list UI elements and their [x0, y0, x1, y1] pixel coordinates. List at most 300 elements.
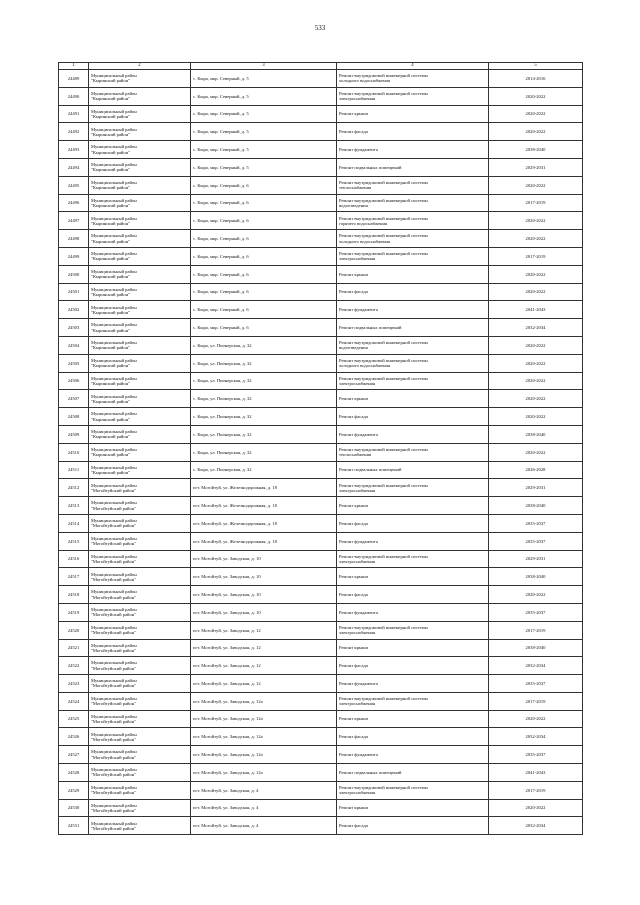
- municipality-name: "Кыринский район": [91, 327, 130, 333]
- period-cell: 2020-2022: [489, 265, 583, 283]
- row-number: 24495: [59, 176, 89, 194]
- period-cell: 2035-2037: [489, 746, 583, 764]
- period-cell: 2017-2019: [489, 692, 583, 710]
- address-cell: пгт. Могойтуй, ул. Заводская, д. 12а: [191, 728, 337, 746]
- address-cell: с. Кыра, мкр. Северный, д. 6: [191, 319, 337, 337]
- table-body: [59, 70, 583, 835]
- municipality-cell: [89, 105, 191, 123]
- header-col-1: 1: [59, 63, 89, 70]
- work-type-cell: [337, 176, 489, 194]
- address-cell: пгт. Могойтуй, ул. Железнодорожная, д. 18: [191, 514, 337, 532]
- work-type-line-1: Ремонт фундамента: [339, 538, 378, 544]
- period-cell: 2020-2022: [489, 443, 583, 461]
- work-type-cell: [337, 817, 489, 835]
- table-row: [59, 319, 583, 337]
- municipality-name: "Могойтуйский район": [91, 594, 137, 600]
- municipality-type: Муниципальный район: [91, 322, 137, 328]
- work-type-cell: [337, 230, 489, 248]
- municipality-cell: [89, 764, 191, 782]
- work-type-line-2: горячего водоснабжения: [339, 220, 388, 226]
- work-type-line-1: Ремонт фасада: [339, 663, 368, 669]
- municipality-cell: [89, 621, 191, 639]
- address-cell: с. Кыра, ул. Пионерская, д. 32: [191, 461, 337, 479]
- row-number: 24526: [59, 728, 89, 746]
- table-row: [59, 568, 583, 586]
- municipality-type: Муниципальный район: [91, 642, 137, 648]
- period-cell: 2038-2040: [489, 141, 583, 159]
- municipality-name: "Кыринский район": [91, 238, 130, 244]
- work-type-line-1: Ремонт фасада: [339, 734, 368, 740]
- municipality-type: Муниципальный район: [91, 357, 137, 363]
- address-cell: пгт. Могойтуй, ул. Заводская, д. 4: [191, 781, 337, 799]
- period-cell: 2020-2022: [489, 212, 583, 230]
- period-cell: 2020-2022: [489, 799, 583, 817]
- municipality-type: Муниципальный район: [91, 802, 137, 808]
- row-number: 24492: [59, 123, 89, 141]
- work-type-line-1: Ремонт фундамента: [339, 609, 378, 615]
- work-type-line-1: Ремонт внутридомовой инженерной системы: [339, 482, 428, 488]
- municipality-type: Муниципальный район: [91, 464, 137, 470]
- municipality-name: "Могойтуйский район": [91, 719, 137, 725]
- row-number: 24531: [59, 817, 89, 835]
- row-number: 24510: [59, 443, 89, 461]
- municipality-type: Муниципальный район: [91, 375, 137, 381]
- municipality-name: "Кыринский район": [91, 434, 130, 440]
- table-row: [59, 247, 583, 265]
- row-number: 24522: [59, 657, 89, 675]
- municipality-cell: [89, 603, 191, 621]
- table-row: [59, 212, 583, 230]
- municipality-type: Муниципальный район: [91, 660, 137, 666]
- table-row: [59, 141, 583, 159]
- work-type-line-2: холодного водоснабжения: [339, 238, 391, 244]
- address-cell: с. Кыра, мкр. Северный, д. 6: [191, 176, 337, 194]
- municipality-cell: [89, 354, 191, 372]
- work-type-cell: [337, 621, 489, 639]
- work-type-line-1: Ремонт фасада: [339, 289, 368, 295]
- work-type-cell: [337, 532, 489, 550]
- municipality-type: Муниципальный район: [91, 215, 137, 221]
- municipality-name: "Кыринский район": [91, 185, 130, 191]
- table-row: [59, 70, 583, 88]
- municipality-cell: [89, 710, 191, 728]
- municipality-cell: [89, 479, 191, 497]
- work-type-line-1: Ремонт крыши: [339, 716, 368, 722]
- work-type-line-1: Ремонт фасада: [339, 129, 368, 135]
- work-type-line-2: холодного водоснабжения: [339, 363, 391, 369]
- period-cell: 2020-2022: [489, 336, 583, 354]
- work-type-line-1: Ремонт крыши: [339, 805, 368, 811]
- municipality-name: "Могойтуйский район": [91, 558, 137, 564]
- work-type-line-1: Ремонт фундамента: [339, 431, 378, 437]
- municipality-cell: [89, 336, 191, 354]
- address-cell: пгт. Могойтуй, ул. Заводская, д. 4: [191, 817, 337, 835]
- row-number: 24509: [59, 425, 89, 443]
- table-row: [59, 603, 583, 621]
- period-cell: 2032-2034: [489, 657, 583, 675]
- address-cell: пгт. Могойтуй, ул. Заводская, д. 4: [191, 799, 337, 817]
- table-row: [59, 639, 583, 657]
- work-type-cell: [337, 158, 489, 176]
- address-cell: с. Кыра, ул. Пионерская, д. 32: [191, 372, 337, 390]
- work-type-line-2: электроснабжения: [339, 630, 376, 636]
- table-row: [59, 336, 583, 354]
- work-type-cell: [337, 603, 489, 621]
- table-row: [59, 532, 583, 550]
- row-number: 24506: [59, 372, 89, 390]
- address-cell: с. Кыра, мкр. Северный, д. 6: [191, 301, 337, 319]
- work-type-line-1: Ремонт внутридомовой инженерной системы: [339, 375, 428, 381]
- address-cell: пгт. Могойтуй, ул. Заводская, д. 10: [191, 586, 337, 604]
- table-header: [59, 63, 583, 70]
- municipality-name: "Кыринский район": [91, 202, 130, 208]
- row-number: 24493: [59, 141, 89, 159]
- municipality-cell: [89, 568, 191, 586]
- municipality-name: "Кыринский район": [91, 256, 130, 262]
- municipality-type: Муниципальный район: [91, 607, 137, 613]
- municipality-name: "Могойтуйский район": [91, 772, 137, 778]
- work-type-cell: [337, 105, 489, 123]
- period-cell: 2032-2034: [489, 319, 583, 337]
- work-type-cell: [337, 461, 489, 479]
- period-cell: 2032-2034: [489, 728, 583, 746]
- header-col-5: 5: [489, 63, 583, 70]
- municipality-name: "Могойтуйский район": [91, 790, 137, 796]
- municipality-cell: [89, 497, 191, 515]
- municipality-type: Муниципальный район: [91, 268, 137, 274]
- municipality-type: Муниципальный район: [91, 624, 137, 630]
- municipality-name: "Могойтуйский район": [91, 647, 137, 653]
- municipality-type: Муниципальный район: [91, 518, 137, 524]
- municipality-type: Муниципальный район: [91, 233, 137, 239]
- municipality-type: Муниципальный район: [91, 179, 137, 185]
- municipality-name: "Кыринский район": [91, 149, 130, 155]
- row-number: 24496: [59, 194, 89, 212]
- table-row: [59, 425, 583, 443]
- work-type-line-1: Ремонт подвальных помещений: [339, 467, 402, 473]
- municipality-cell: [89, 586, 191, 604]
- municipality-cell: [89, 728, 191, 746]
- table-row: [59, 514, 583, 532]
- table-row: [59, 265, 583, 283]
- municipality-cell: [89, 461, 191, 479]
- work-type-line-1: Ремонт фундамента: [339, 752, 378, 758]
- work-type-line-2: электроснабжения: [339, 558, 376, 564]
- row-number: 24520: [59, 621, 89, 639]
- municipality-name: "Кыринский район": [91, 345, 130, 351]
- period-cell: 2020-2022: [489, 230, 583, 248]
- work-type-line-1: Ремонт внутридомовой инженерной системы: [339, 90, 428, 96]
- work-type-cell: [337, 123, 489, 141]
- period-cell: 2026-2028: [489, 461, 583, 479]
- table-row: [59, 408, 583, 426]
- work-type-line-1: Ремонт подвальных помещений: [339, 769, 402, 775]
- work-type-cell: [337, 710, 489, 728]
- municipality-name: "Могойтуйский район": [91, 541, 137, 547]
- municipality-name: "Кыринский район": [91, 469, 130, 475]
- municipality-type: Муниципальный район: [91, 197, 137, 203]
- table-row: [59, 764, 583, 782]
- municipality-cell: [89, 230, 191, 248]
- period-cell: 2020-2022: [489, 372, 583, 390]
- table-row: [59, 799, 583, 817]
- municipality-type: Муниципальный район: [91, 286, 137, 292]
- municipality-type: Муниципальный район: [91, 108, 137, 114]
- work-type-cell: [337, 550, 489, 568]
- municipality-cell: [89, 212, 191, 230]
- period-cell: 2017-2019: [489, 194, 583, 212]
- table-row: [59, 390, 583, 408]
- table-row: [59, 158, 583, 176]
- address-cell: пгт. Могойтуй, ул. Заводская, д. 10: [191, 568, 337, 586]
- address-cell: пгт. Могойтуй, ул. Заводская, д. 12а: [191, 746, 337, 764]
- municipality-name: "Кыринский район": [91, 96, 130, 102]
- municipality-type: Муниципальный район: [91, 571, 137, 577]
- address-cell: пгт. Могойтуй, ул. Заводская, д. 12а: [191, 764, 337, 782]
- municipality-cell: [89, 532, 191, 550]
- work-type-line-1: Ремонт крыши: [339, 645, 368, 651]
- municipality-name: "Кыринский район": [91, 131, 130, 137]
- work-type-cell: [337, 479, 489, 497]
- work-type-cell: [337, 799, 489, 817]
- municipality-type: Муниципальный район: [91, 393, 137, 399]
- table-row: [59, 301, 583, 319]
- table-row: [59, 692, 583, 710]
- work-type-cell: [337, 639, 489, 657]
- work-type-cell: [337, 497, 489, 515]
- municipality-name: "Кыринский район": [91, 167, 130, 173]
- row-number: 24528: [59, 764, 89, 782]
- work-type-cell: [337, 781, 489, 799]
- address-cell: пгт. Могойтуй, ул. Заводская, д. 12а: [191, 692, 337, 710]
- row-number: 24521: [59, 639, 89, 657]
- municipality-cell: [89, 781, 191, 799]
- table-row: [59, 461, 583, 479]
- table-row: [59, 781, 583, 799]
- table-row: [59, 105, 583, 123]
- table-row: [59, 123, 583, 141]
- work-type-cell: [337, 301, 489, 319]
- work-type-line-1: Ремонт фасада: [339, 823, 368, 829]
- row-number: 24524: [59, 692, 89, 710]
- period-cell: 2041-2043: [489, 301, 583, 319]
- period-cell: 2020-2022: [489, 408, 583, 426]
- municipality-cell: [89, 372, 191, 390]
- municipality-name: "Кыринский район": [91, 113, 130, 119]
- address-cell: с. Кыра, ул. Пионерская, д. 32: [191, 354, 337, 372]
- municipality-type: Муниципальный район: [91, 535, 137, 541]
- work-type-cell: [337, 354, 489, 372]
- work-type-cell: [337, 194, 489, 212]
- row-number: 24500: [59, 265, 89, 283]
- work-type-cell: [337, 212, 489, 230]
- row-number: 24489: [59, 70, 89, 88]
- work-type-line-1: Ремонт внутридомовой инженерной системы: [339, 340, 428, 346]
- work-type-cell: [337, 141, 489, 159]
- table-row: [59, 497, 583, 515]
- work-type-cell: [337, 568, 489, 586]
- municipality-type: Муниципальный район: [91, 90, 137, 96]
- municipality-cell: [89, 639, 191, 657]
- work-type-line-1: Ремонт фундамента: [339, 307, 378, 313]
- table-row: [59, 817, 583, 835]
- municipality-cell: [89, 514, 191, 532]
- address-cell: пгт. Могойтуй, ул. Заводская, д. 12а: [191, 710, 337, 728]
- address-cell: с. Кыра, мкр. Северный, д. 5: [191, 70, 337, 88]
- work-type-cell: [337, 746, 489, 764]
- period-cell: 2035-2037: [489, 514, 583, 532]
- work-type-line-1: Ремонт фасада: [339, 413, 368, 419]
- work-type-line-1: Ремонт внутридомовой инженерной системы: [339, 73, 428, 79]
- address-cell: с. Кыра, мкр. Северный, д. 6: [191, 247, 337, 265]
- period-cell: 2035-2037: [489, 532, 583, 550]
- work-type-line-1: Ремонт внутридомовой инженерной системы: [339, 233, 428, 239]
- work-type-line-1: Ремонт крыши: [339, 502, 368, 508]
- address-cell: с. Кыра, мкр. Северный, д. 6: [191, 283, 337, 301]
- address-cell: с. Кыра, мкр. Северный, д. 6: [191, 230, 337, 248]
- period-cell: 2038-2040: [489, 568, 583, 586]
- table-row: [59, 354, 583, 372]
- municipality-name: "Кыринский район": [91, 452, 130, 458]
- municipality-type: Муниципальный район: [91, 749, 137, 755]
- period-cell: 2020-2022: [489, 123, 583, 141]
- address-cell: с. Кыра, мкр. Северный, д. 5: [191, 123, 337, 141]
- municipality-cell: [89, 283, 191, 301]
- work-type-line-1: Ремонт внутридомовой инженерной системы: [339, 785, 428, 791]
- municipality-name: "Кыринский район": [91, 363, 130, 369]
- municipality-name: "Кыринский район": [91, 78, 130, 84]
- period-cell: 2020-2022: [489, 105, 583, 123]
- header-col-2: 2: [89, 63, 191, 70]
- work-type-line-2: электроснабжения: [339, 790, 376, 796]
- work-type-line-2: электроснабжения: [339, 487, 376, 493]
- work-type-cell: [337, 443, 489, 461]
- row-number: 24515: [59, 532, 89, 550]
- work-type-cell: [337, 319, 489, 337]
- row-number: 24494: [59, 158, 89, 176]
- municipality-cell: [89, 408, 191, 426]
- address-cell: с. Кыра, мкр. Северный, д. 6: [191, 212, 337, 230]
- municipality-cell: [89, 158, 191, 176]
- municipality-name: "Кыринский район": [91, 416, 130, 422]
- municipality-name: "Могойтуйский район": [91, 701, 137, 707]
- period-cell: 2020-2022: [489, 710, 583, 728]
- work-type-cell: [337, 87, 489, 105]
- work-type-line-1: Ремонт фундамента: [339, 680, 378, 686]
- work-type-cell: [337, 390, 489, 408]
- address-cell: с. Кыра, мкр. Северный, д. 6: [191, 194, 337, 212]
- work-type-line-1: Ремонт внутридомовой инженерной системы: [339, 197, 428, 203]
- row-number: 24498: [59, 230, 89, 248]
- municipality-type: Муниципальный район: [91, 820, 137, 826]
- work-type-line-2: электроснабжения: [339, 256, 376, 262]
- municipality-type: Муниципальный район: [91, 162, 137, 168]
- table-row: [59, 230, 583, 248]
- work-type-line-1: Ремонт внутридомовой инженерной системы: [339, 696, 428, 702]
- municipality-cell: [89, 176, 191, 194]
- header-col-3: 3: [191, 63, 337, 70]
- municipality-cell: [89, 265, 191, 283]
- municipality-type: Муниципальный район: [91, 482, 137, 488]
- period-cell: 2017-2019: [489, 621, 583, 639]
- work-type-line-2: теплоснабжения: [339, 185, 372, 191]
- row-number: 24529: [59, 781, 89, 799]
- period-cell: 2035-2037: [489, 675, 583, 693]
- municipality-cell: [89, 123, 191, 141]
- address-cell: с. Кыра, мкр. Северный, д. 5: [191, 158, 337, 176]
- period-cell: 2038-2040: [489, 639, 583, 657]
- work-type-cell: [337, 283, 489, 301]
- row-number: 24501: [59, 283, 89, 301]
- table-row: [59, 621, 583, 639]
- municipality-type: Муниципальный район: [91, 251, 137, 257]
- address-cell: с. Кыра, ул. Пионерская, д. 32: [191, 336, 337, 354]
- municipality-type: Муниципальный район: [91, 304, 137, 310]
- municipality-cell: [89, 657, 191, 675]
- municipality-cell: [89, 550, 191, 568]
- address-cell: с. Кыра, ул. Пионерская, д. 32: [191, 390, 337, 408]
- period-cell: 2020-2022: [489, 354, 583, 372]
- table-row: [59, 728, 583, 746]
- table-row: [59, 746, 583, 764]
- work-type-cell: [337, 586, 489, 604]
- work-type-cell: [337, 70, 489, 88]
- address-cell: пгт. Могойтуй, ул. Заводская, д. 12: [191, 657, 337, 675]
- work-type-line-2: водоотведения: [339, 202, 368, 208]
- row-number: 24512: [59, 479, 89, 497]
- work-type-line-2: электроснабжения: [339, 96, 376, 102]
- table-row: [59, 283, 583, 301]
- period-cell: 2020-2022: [489, 390, 583, 408]
- row-number: 24491: [59, 105, 89, 123]
- municipality-name: "Могойтуйский район": [91, 754, 137, 760]
- municipality-name: "Кыринский район": [91, 380, 130, 386]
- work-type-cell: [337, 247, 489, 265]
- period-cell: 2017-2019: [489, 781, 583, 799]
- address-cell: пгт. Могойтуй, ул. Железнодорожная, д. 18: [191, 497, 337, 515]
- address-cell: с. Кыра, мкр. Северный, д. 6: [191, 265, 337, 283]
- work-type-line-1: Ремонт внутридомовой инженерной системы: [339, 179, 428, 185]
- work-type-line-1: Ремонт фундамента: [339, 146, 378, 152]
- municipality-type: Муниципальный район: [91, 446, 137, 452]
- municipality-type: Муниципальный район: [91, 713, 137, 719]
- municipality-cell: [89, 247, 191, 265]
- municipality-type: Муниципальный район: [91, 411, 137, 417]
- work-type-line-2: водоотведения: [339, 345, 368, 351]
- period-cell: 2029-2031: [489, 550, 583, 568]
- page-number: 533: [314, 24, 326, 32]
- work-type-cell: [337, 728, 489, 746]
- municipality-type: Муниципальный район: [91, 731, 137, 737]
- municipality-name: "Могойтуйский район": [91, 576, 137, 582]
- work-type-line-1: Ремонт внутридомовой инженерной системы: [339, 624, 428, 630]
- work-type-line-1: Ремонт внутридомовой инженерной системы: [339, 446, 428, 452]
- municipality-type: Муниципальный район: [91, 553, 137, 559]
- period-cell: 2020-2022: [489, 586, 583, 604]
- period-cell: 2038-2040: [489, 497, 583, 515]
- work-type-cell: [337, 675, 489, 693]
- work-type-line-1: Ремонт фасада: [339, 520, 368, 526]
- work-type-cell: [337, 372, 489, 390]
- municipality-name: "Могойтуйский район": [91, 487, 137, 493]
- row-number: 24511: [59, 461, 89, 479]
- row-number: 24502: [59, 301, 89, 319]
- municipality-name: "Могойтуйский район": [91, 630, 137, 636]
- work-type-line-2: электроснабжения: [339, 380, 376, 386]
- municipality-cell: [89, 746, 191, 764]
- row-number: 24516: [59, 550, 89, 568]
- period-cell: 2029-2031: [489, 158, 583, 176]
